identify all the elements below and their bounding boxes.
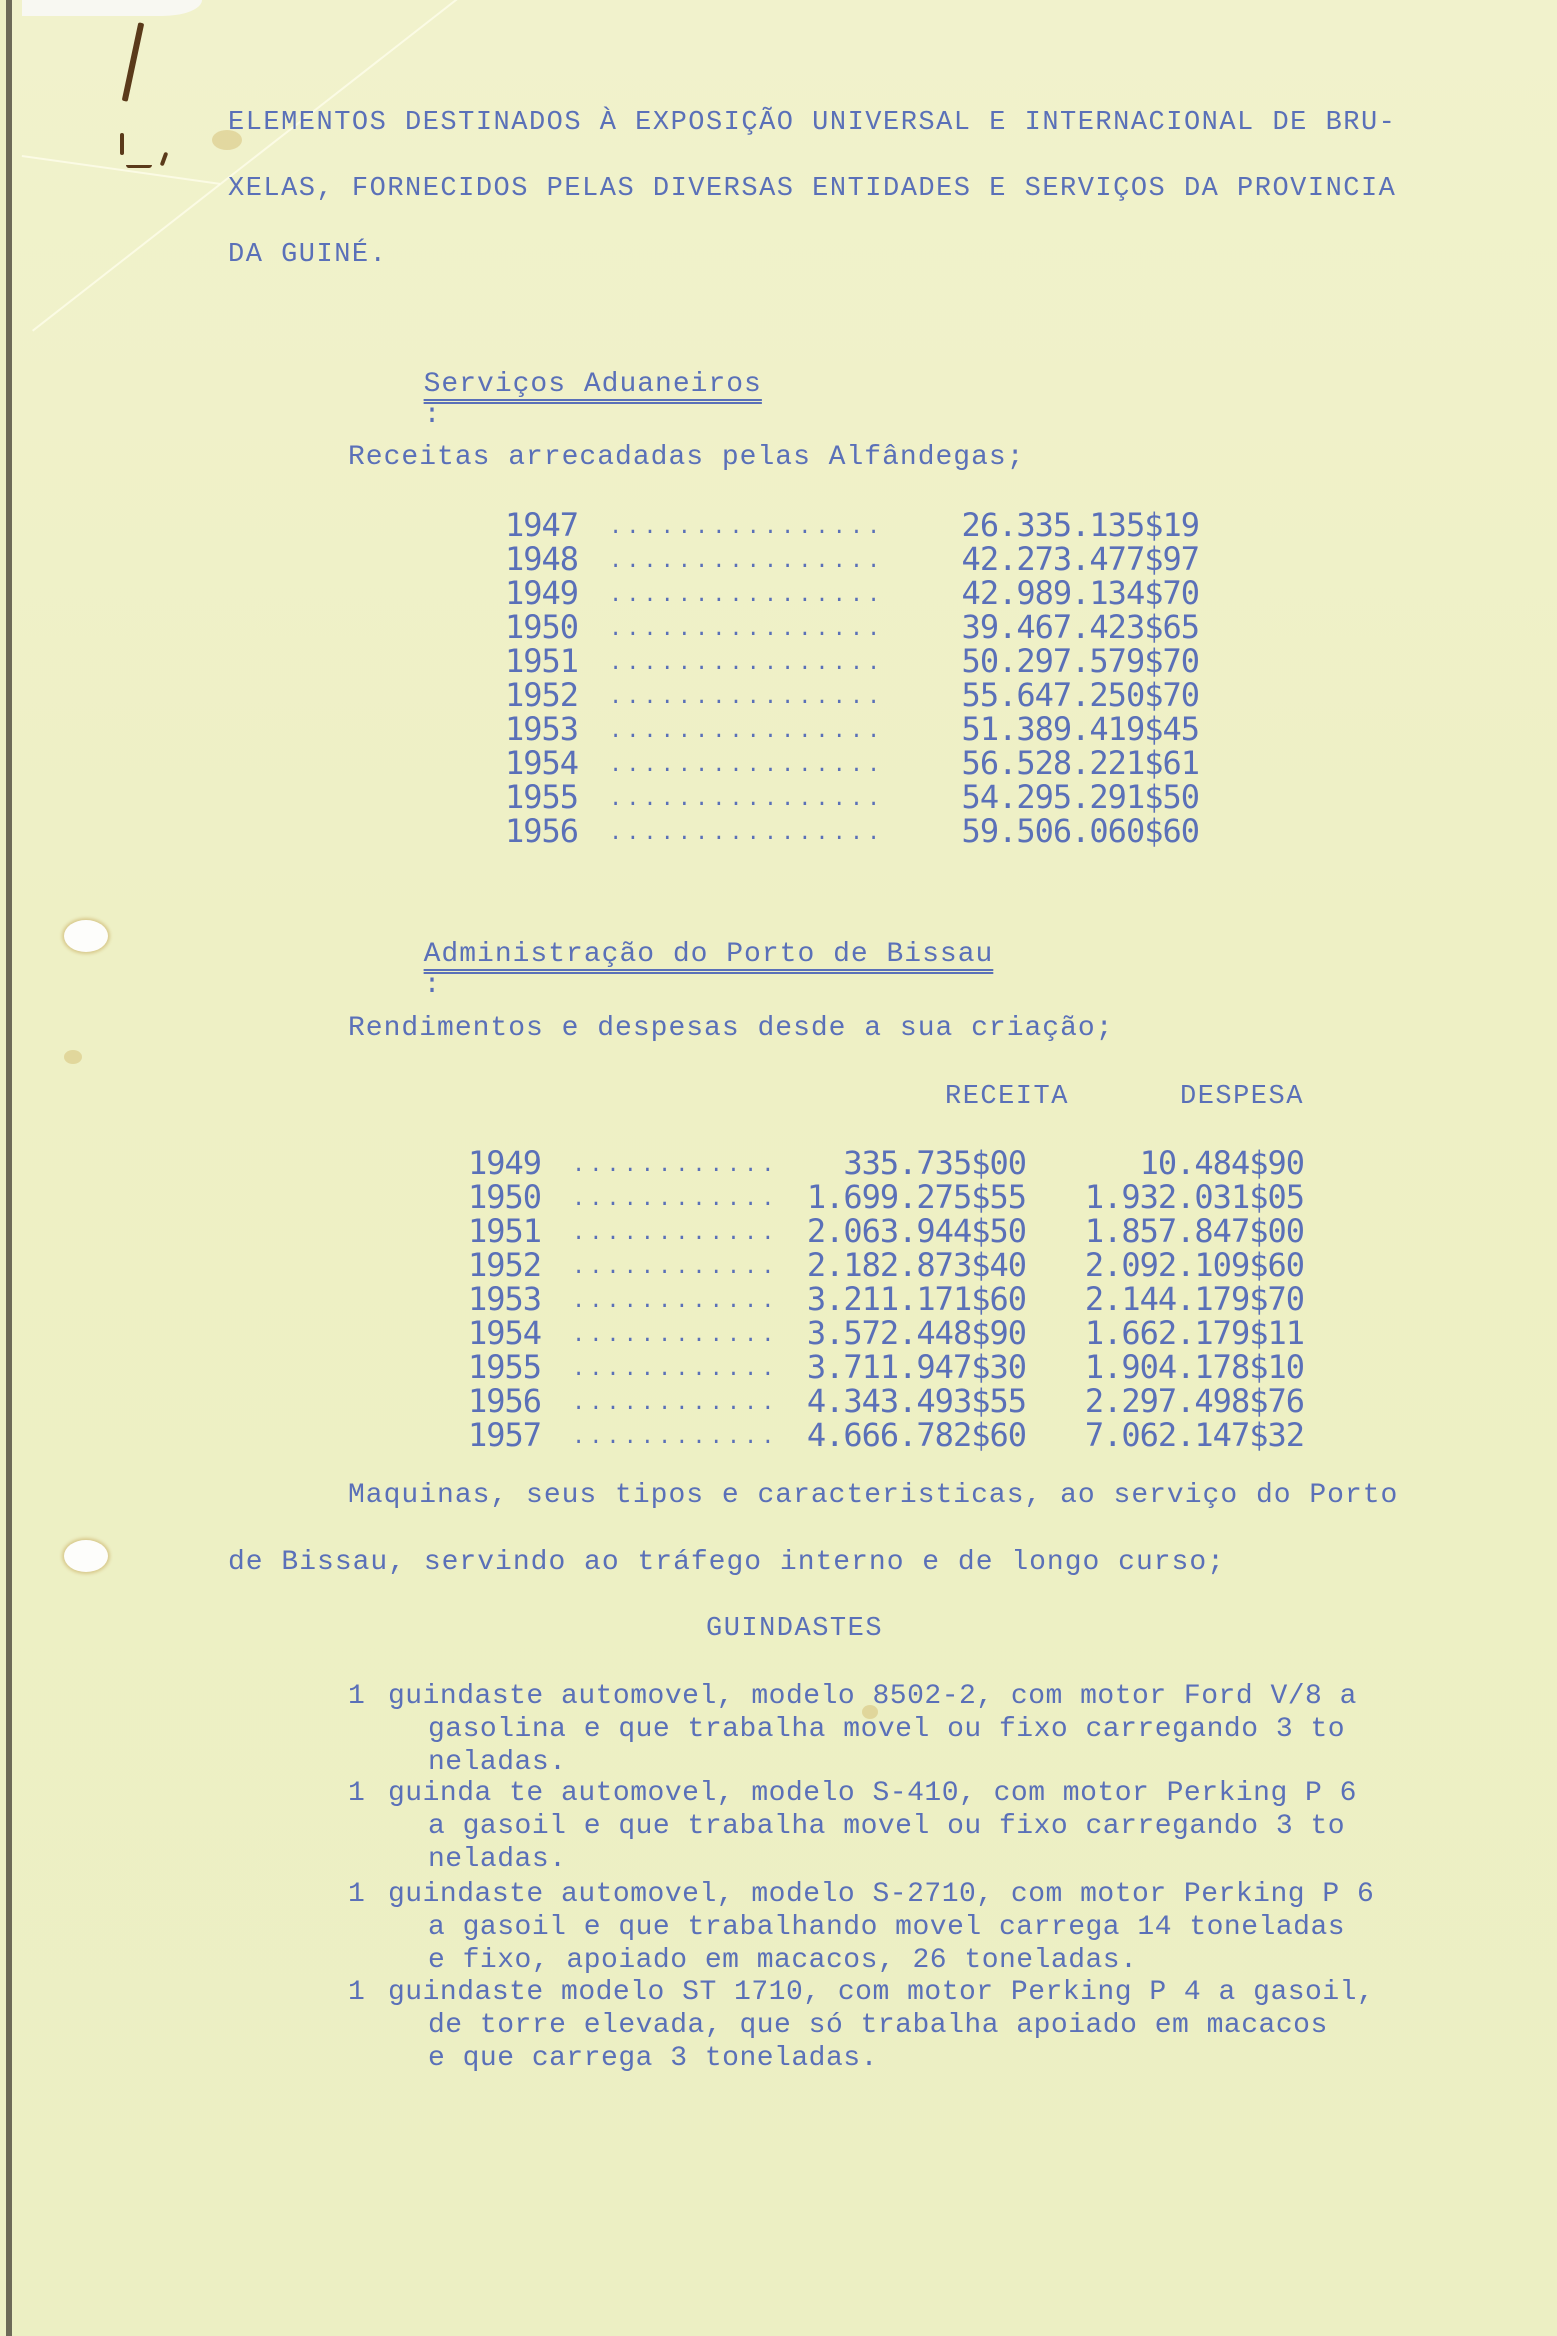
section-title-colon: : [423,400,442,431]
item-line: e fixo, apoiado em macacos, 26 toneladas. [428,1945,1138,1976]
section-title-porto [388,908,993,1001]
dot-leader: ............ [572,1187,779,1212]
dot-leader: ................ [609,753,885,778]
dot-leader: ............ [572,1153,779,1178]
year-cell: 1948 [505,540,579,578]
punch-hole [64,1540,108,1572]
value-cell: 42.989.134$70 [961,574,1199,612]
dot-leader: ................ [609,821,885,846]
table-row [468,1418,1304,1452]
pen-mark [160,152,169,167]
year-cell: 1953 [505,710,579,748]
year-cell: 1956 [505,812,579,850]
value-cell: 51.389.419$45 [961,710,1199,748]
dot-leader: ................ [609,583,885,608]
item-line: neladas. [428,1844,567,1875]
receita-cell: 2.063.944$50 [806,1212,1026,1250]
dot-leader: ............ [572,1425,779,1450]
year-cell: 1950 [505,608,579,646]
receita-cell: 3.211.171$60 [806,1280,1026,1318]
crane-item [348,1680,1548,1779]
dot-leader: ................ [609,651,885,676]
table-row [468,1146,1304,1180]
crane-item [348,1976,1548,2075]
year-cell: 1956 [468,1382,542,1420]
crane-item [348,1878,1548,1977]
table-row [505,746,1199,780]
table-row [505,542,1199,576]
stain [64,1050,82,1064]
dot-leader: ................ [609,515,885,540]
value-cell: 56.528.221$61 [961,744,1199,782]
year-cell: 1957 [468,1416,542,1454]
item-line: guindaste modelo ST 1710, com motor Perking P 4 a gasoil, [388,1977,1375,2008]
receita-cell: 4.666.782$60 [806,1416,1026,1454]
value-cell: 50.297.579$70 [961,642,1199,680]
table-row [505,780,1199,814]
machines-intro-line-1: Maquinas, seus tipos e caracteristicas, ao serviço do Porto [348,1480,1399,1511]
section-title-text: Serviços Aduaneiros [423,369,762,400]
despesa-cell: 1.662.179$11 [1084,1314,1304,1352]
header-line-1: ELEMENTOS DESTINADOS À EXPOSIÇÃO UNIVERSAL E INTERNACIONAL DE BRU- [228,108,1397,138]
year-cell: 1949 [505,574,579,612]
table-row [468,1350,1304,1384]
year-cell: 1951 [505,642,579,680]
item-line: gasolina e que trabalha movel ou fixo carregando 3 to [428,1714,1346,1745]
dot-leader: ............ [572,1323,779,1348]
pen-mark [126,165,152,168]
value-cell: 59.506.060$60 [961,812,1199,850]
table-row [505,678,1199,712]
dot-leader: ............ [572,1357,779,1382]
fold-crease [22,155,220,185]
crane-item [348,1777,1548,1876]
dot-leader: ................ [609,719,885,744]
dot-leader: ............ [572,1255,779,1280]
receita-cell: 335.735$00 [843,1144,1026,1182]
machines-intro-line-2: de Bissau, servindo ao tráfego interno e de longo curso; [228,1547,1225,1578]
item-line: e que carrega 3 toneladas. [428,2043,878,2074]
year-cell: 1949 [468,1144,542,1182]
value-cell: 42.273.477$97 [961,540,1199,578]
year-cell: 1950 [468,1178,542,1216]
rendimentos-table [468,1146,1304,1452]
table-row [505,576,1199,610]
table-row [505,644,1199,678]
despesa-cell: 1.904.178$10 [1084,1348,1304,1386]
torn-corner [22,0,202,16]
item-quantity: 1 [348,1879,366,1910]
despesa-cell: 1.857.847$00 [1084,1212,1304,1250]
guindastes-heading: GUINDASTES [706,1614,884,1644]
table-row [505,814,1199,848]
column-header-receita: RECEITA [945,1082,1069,1112]
header-line-2: XELAS, FORNECIDOS PELAS DIVERSAS ENTIDADES E SERVIÇOS DA PROVINCIA [228,174,1397,204]
item-quantity: 1 [348,1778,366,1809]
punch-hole [64,920,108,952]
section-subtitle-receitas: Receitas arrecadadas pelas Alfândegas; [348,442,1025,473]
year-cell: 1955 [505,778,579,816]
despesa-cell: 7.062.147$32 [1084,1416,1304,1454]
table-row [468,1248,1304,1282]
item-line: guindaste automovel, modelo S-2710, com motor Perking P 6 [388,1879,1375,1910]
year-cell: 1954 [468,1314,542,1352]
item-line: guinda te automovel, modelo S-410, com motor Perking P 6 [388,1778,1357,1809]
item-line: a gasoil e que trabalhando movel carrega 14 toneladas [428,1912,1346,1943]
dot-leader: ............ [572,1221,779,1246]
year-cell: 1952 [468,1246,542,1284]
year-cell: 1952 [505,676,579,714]
value-cell: 55.647.250$70 [961,676,1199,714]
table-row [468,1180,1304,1214]
item-quantity: 1 [348,1977,366,2008]
section-subtitle-rendimentos: Rendimentos e despesas desde a sua criação; [348,1013,1114,1044]
receita-cell: 2.182.873$40 [806,1246,1026,1284]
dot-leader: ............ [572,1289,779,1314]
despesa-cell: 2.144.179$70 [1084,1280,1304,1318]
dot-leader: ................ [609,787,885,812]
dot-leader: ............ [572,1391,779,1416]
despesa-cell: 10.484$90 [1139,1144,1304,1182]
dot-leader: ................ [609,549,885,574]
despesa-cell: 2.092.109$60 [1084,1246,1304,1284]
despesa-cell: 2.297.498$76 [1084,1382,1304,1420]
table-row [505,712,1199,746]
table-row [468,1214,1304,1248]
item-line: neladas. [428,1747,567,1778]
year-cell: 1951 [468,1212,542,1250]
table-row [468,1316,1304,1350]
receita-cell: 3.711.947$30 [806,1348,1026,1386]
item-line: guindaste automovel, modelo 8502-2, com motor Ford V/8 a [388,1681,1357,1712]
receitas-table [505,508,1199,848]
table-row [468,1384,1304,1418]
table-row [505,508,1199,542]
receita-cell: 4.343.493$55 [806,1382,1026,1420]
year-cell: 1954 [505,744,579,782]
value-cell: 39.467.423$65 [961,608,1199,646]
header-line-3: DA GUINÉ. [228,240,388,270]
year-cell: 1947 [505,506,579,544]
table-row [505,610,1199,644]
item-line: de torre elevada, que só trabalha apoiado em macacos [428,2010,1328,2041]
dot-leader: ................ [609,685,885,710]
receita-cell: 1.699.275$55 [806,1178,1026,1216]
section-title-aduaneiros [388,338,762,431]
section-title-text: Administração do Porto de Bissau [423,939,994,970]
pen-mark [122,22,145,101]
table-row [468,1282,1304,1316]
year-cell: 1953 [468,1280,542,1318]
despesa-cell: 1.932.031$05 [1084,1178,1304,1216]
value-cell: 54.295.291$50 [961,778,1199,816]
column-header-despesa: DESPESA [1180,1082,1304,1112]
dot-leader: ................ [609,617,885,642]
value-cell: 26.335.135$19 [961,506,1199,544]
item-quantity: 1 [348,1681,366,1712]
pen-mark [120,133,124,155]
item-line: a gasoil e que trabalha movel ou fixo carregando 3 to [428,1811,1346,1842]
section-title-colon: : [423,970,442,1001]
year-cell: 1955 [468,1348,542,1386]
receita-cell: 3.572.448$90 [806,1314,1026,1352]
